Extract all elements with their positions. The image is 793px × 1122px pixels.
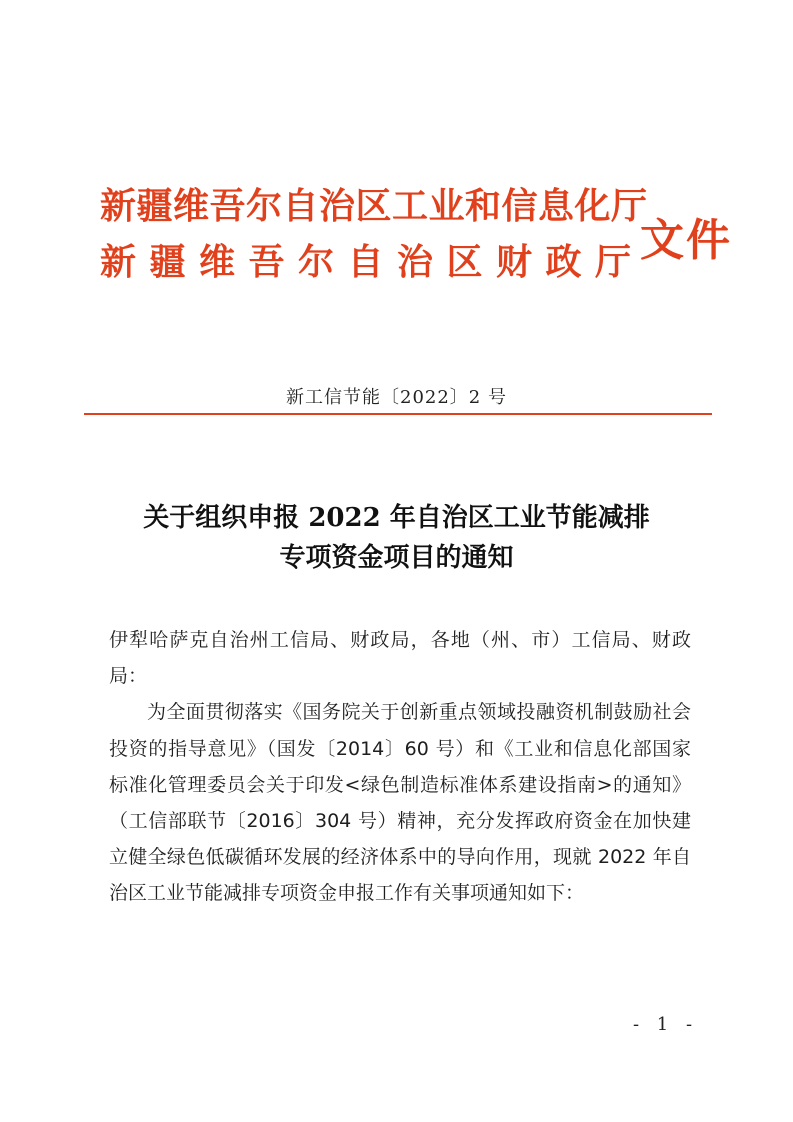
document-header — [100, 183, 750, 293]
document-type-label: 文件 — [640, 215, 732, 266]
addressee: 伊犁哈萨克自治州工信局、财政局，各地（州、市）工信局、财政局： — [109, 629, 691, 688]
title-line-1: 关于组织申报 2022 年自治区工业节能减排 — [143, 503, 650, 533]
body-paragraph: 为全面贯彻落实《国务院关于创新重点领域投融资机制鼓励社会投资的指导意见》（国发〔2014〕60 号）和《工业和信息化部国家标准化管理委员会关于印发<绿色制造标准体系建设指南>的通知》（工信部联节〔2016〕304 号）精神，充分发挥政府资金在加快建立健全绿色低碳循环发展的经济体系中的导向作用，现就 2022 年自治区工业节能减排专项资金申报工作有关事项通知如下： — [109, 701, 691, 905]
red-divider-line — [84, 413, 712, 415]
issuer-line-1: 新疆维吾尔自治区工业和信息化厅 — [100, 186, 648, 227]
title-line-2: 专项资金项目的通知 — [279, 543, 514, 573]
issuer-line-2: 新疆维吾尔自治区财政厅 — [100, 242, 645, 283]
document-title — [0, 498, 793, 578]
document-body — [109, 622, 691, 912]
document-number: 新工信节能〔2022〕2 号 — [286, 387, 507, 408]
page-number: - 1 - — [633, 1014, 699, 1035]
